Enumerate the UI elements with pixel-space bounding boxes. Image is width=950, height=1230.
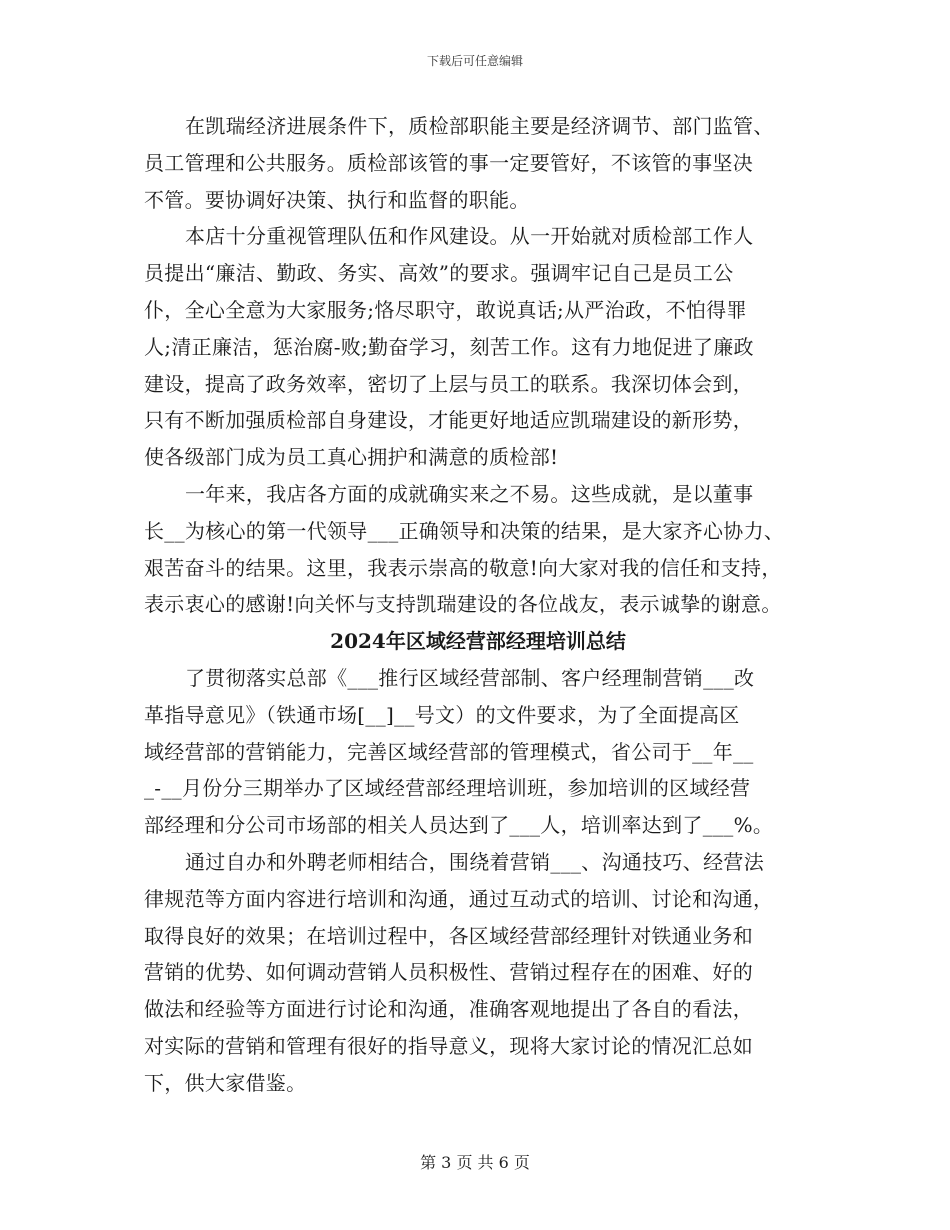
paragraph	[144, 660, 812, 844]
text-line: 通过自办和外聘老师相结合，围绕着营销___、沟通技巧、经营法	[185, 849, 764, 874]
text-line: 了贯彻落实总部《___推行区域经营部制、客户经理制营销___改	[185, 665, 755, 690]
text-line: 一年来，我店各方面的成就确实来之不易。这些成就，是以董事	[185, 481, 754, 506]
text-line: 表示衷心的感谢!向关怀与支持凯瑞建设的各位战友，表示诚挚的谢意。	[144, 592, 782, 617]
section-title: 2024年区域经营部经理培训总结	[330, 629, 626, 654]
text-line: 下，供大家借鉴。	[144, 1070, 307, 1095]
text-line: 域经营部的营销能力，完善区域经营部的管理模式，省公司于__年__	[144, 739, 754, 764]
text-line: 做法和经验等方面进行讨论和沟通，准确客观地提出了各自的看法，	[144, 997, 753, 1022]
text-line: 营销的优势、如何调动营销人员积极性、营销过程存在的困难、好的	[144, 960, 753, 985]
text-line: 取得良好的效果；在培训过程中，各区域经营部经理针对铁通业务和	[144, 923, 753, 948]
paragraph	[144, 218, 812, 476]
text-line: 在凯瑞经济进展条件下，质检部职能主要是经济调节、部门监管、	[185, 114, 774, 138]
text-line: 部经理和分公司市场部的相关人员达到了___人，培训率达到了___%。	[144, 813, 774, 838]
document-body	[144, 108, 812, 1102]
text-line: 员提出“廉洁、勤政、务实、高效”的要求。强调牢记自己是员工公	[144, 261, 734, 286]
page-header: 下载后可任意编辑	[426, 54, 523, 68]
text-line: 人;清正廉洁，惩治腐-败;勤奋学习，刻苦工作。这有力地促进了廉政	[144, 334, 754, 359]
text-line: 只有不断加强质检部自身建设，才能更好地适应凯瑞建设的新形势，	[144, 408, 753, 433]
text-line: 律规范等方面内容进行培训和沟通，通过互动式的培训、讨论和沟通，	[144, 886, 774, 911]
page-footer: 第 3 页 共 6 页	[420, 1153, 530, 1172]
text-line: 长__为核心的第一代领导___正确领导和决策的结果，是大家齐心协力、	[144, 518, 785, 543]
text-line: 使各级部门成为员工真心拥护和满意的质检部!	[144, 445, 559, 470]
text-line: 对实际的营销和管理有很好的指导意义，现将大家讨论的情况汇总如	[144, 1033, 753, 1058]
text-line: 仆，全心全意为大家服务;恪尽职守，敢说真话;从严治政，不怕得罪	[144, 297, 747, 322]
paragraph	[144, 476, 812, 623]
text-line: 员工管理和公共服务。质检部该管的事一定要管好，不该管的事坚决	[144, 150, 753, 175]
text-line: 革指导意见》（铁通市场[__]__号文）的文件要求，为了全面提高区	[144, 702, 740, 727]
paragraph	[144, 844, 812, 1102]
text-line: 不管。要协调好决策、执行和监督的职能。	[144, 187, 530, 212]
text-line: 建设，提高了政务效率，密切了上层与员工的联系。我深切体会到，	[144, 371, 753, 396]
text-line: 本店十分重视管理队伍和作风建设。从一开始就对质检部工作人	[185, 224, 754, 249]
text-line: _-__月份分三期举办了区域经营部经理培训班，参加培训的区域经营	[144, 776, 751, 801]
paragraph	[144, 108, 812, 218]
text-line: 艰苦奋斗的结果。这里，我表示崇高的敬意!向大家对我的信任和支持，	[144, 555, 782, 580]
